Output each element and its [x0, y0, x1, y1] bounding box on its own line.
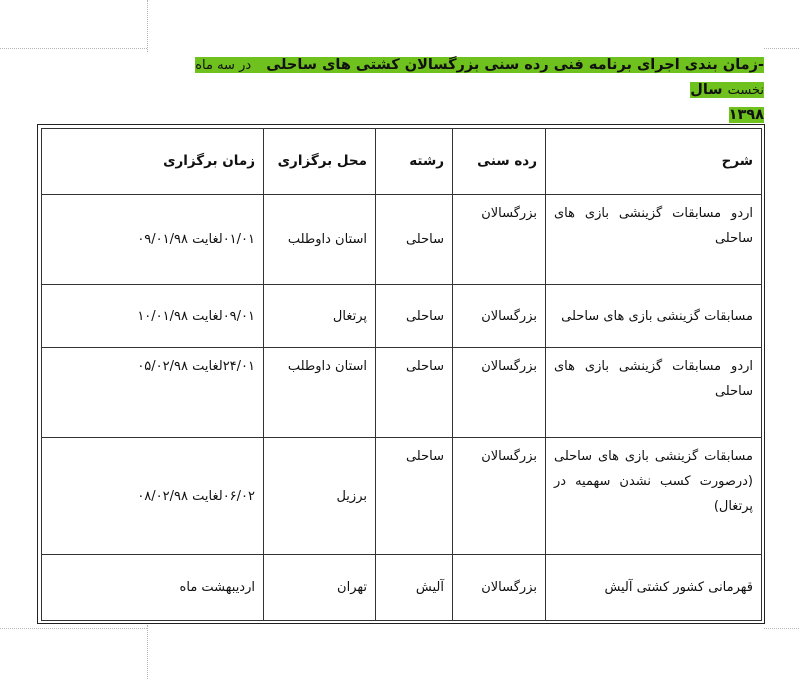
table-row	[42, 195, 762, 285]
title-main: -زمان بندی اجرای برنامه فنی رده سنی بزرگسالان کشتی های ساحلی	[266, 57, 764, 73]
cell-description: اردو مسابقات گزینشی بازی های ساحلی	[546, 348, 762, 438]
schedule-table-frame	[37, 124, 765, 624]
document-title	[178, 53, 764, 128]
title-year: ۱۳۹۸	[728, 107, 764, 123]
cell-age-group: بزرگسالان	[453, 348, 546, 438]
cell-venue: استان داوطلب	[264, 348, 376, 438]
page-margin-guide	[0, 48, 147, 49]
cell-age-group: بزرگسالان	[453, 555, 546, 621]
table-row	[42, 555, 762, 621]
cell-venue: استان داوطلب	[264, 195, 376, 285]
title-highlight	[195, 57, 764, 98]
cell-age-group: بزرگسالان	[453, 285, 546, 348]
cell-description: اردو مسابقات گزینشی بازی های ساحلی	[546, 195, 762, 285]
cell-discipline: ساحلی	[376, 348, 453, 438]
title-tail: سال	[690, 82, 723, 98]
cell-venue: برزیل	[264, 438, 376, 555]
page-margin-guide	[764, 628, 799, 629]
header-age-group: رده سنی	[453, 129, 546, 195]
cell-venue: پرتغال	[264, 285, 376, 348]
cell-age-group: بزرگسالان	[453, 195, 546, 285]
table-header-row	[42, 129, 762, 195]
cell-description: مسابقات گزینشی بازی های ساحلی (درصورت کسب نشدن سهمیه در پرتغال)	[546, 438, 762, 555]
cell-date: ۲۴/۰۱لغایت ۰۵/۰۲/۹۸	[42, 348, 264, 438]
cell-discipline: ساحلی	[376, 438, 453, 555]
table-row	[42, 438, 762, 555]
header-venue: محل برگزاری	[264, 129, 376, 195]
cell-discipline: آلیش	[376, 555, 453, 621]
schedule-table	[41, 128, 762, 621]
page-margin-guide	[0, 628, 147, 629]
table-row	[42, 348, 762, 438]
title-period: در سه ماه نخست	[195, 58, 764, 98]
cell-venue: تهران	[264, 555, 376, 621]
cell-date: اردیبهشت ماه	[42, 555, 264, 621]
header-discipline: رشته	[376, 129, 453, 195]
header-description: شرح	[546, 129, 762, 195]
cell-discipline: ساحلی	[376, 195, 453, 285]
page-margin-guide	[764, 48, 799, 49]
cell-description: مسابقات گزینشی بازی های ساحلی	[546, 285, 762, 348]
cell-date: ۰۱/۰۱لغایت ۰۹/۰۱/۹۸	[42, 195, 264, 285]
cell-date: ۰۹/۰۱لغایت ۱۰/۰۱/۹۸	[42, 285, 264, 348]
table-row	[42, 285, 762, 348]
cell-age-group: بزرگسالان	[453, 438, 546, 555]
page-margin-guide	[147, 0, 148, 52]
page-margin-guide	[147, 625, 148, 679]
cell-description: قهرمانی کشور کشتی آلیش	[546, 555, 762, 621]
header-date: زمان برگزاری	[42, 129, 264, 195]
cell-discipline: ساحلی	[376, 285, 453, 348]
cell-date: ۰۶/۰۲لغایت ۰۸/۰۲/۹۸	[42, 438, 264, 555]
